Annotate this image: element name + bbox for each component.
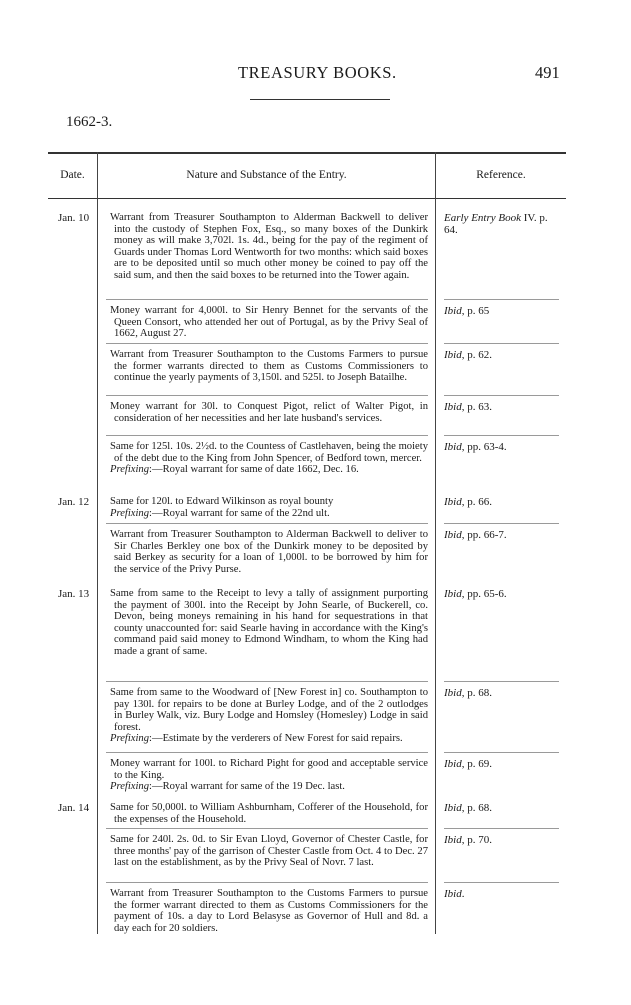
date-column-rule (97, 152, 98, 934)
entry-text: Warrant from Treasurer Southampton to the Customs Farmers to pursue the former warrants directed to them as Customs Commissioners to continue the yearly payments of 3,150l. and 525l. to Joseph Batailhe. (110, 349, 428, 384)
entry-date: Jan. 13 (58, 588, 90, 600)
row-separator (106, 343, 428, 344)
entry-text: Same for 50,000l. to William Ashburnham, Cofferer of the Household, for the expenses of the Household. (110, 802, 428, 825)
row-separator (444, 752, 559, 753)
entry-date: Jan. 12 (58, 496, 90, 508)
entry-reference: Ibid, pp. 65-6. (444, 588, 507, 600)
running-title: TREASURY BOOKS. (238, 63, 397, 82)
row-separator (106, 882, 428, 883)
entry-text: Money warrant for 30l. to Conquest Pigot, relict of Walter Pigot, in consideration of her necessities and her late husband's services. (110, 401, 428, 424)
table-top-rule (48, 152, 566, 154)
row-separator (106, 435, 428, 436)
page-number: 491 (535, 63, 560, 82)
year-heading: 1662-3. (66, 114, 113, 130)
row-separator (106, 681, 428, 682)
entry-text: Same for 120l. to Edward Wilkinson as royal bounty Prefixing:—Royal warrant for same of the 22nd ult. (110, 496, 334, 519)
row-separator (444, 435, 559, 436)
row-separator (444, 523, 559, 524)
row-separator (444, 299, 559, 300)
row-separator (106, 299, 428, 300)
entry-date: Jan. 10 (58, 212, 90, 224)
entry-reference: Ibid, p. 65 (444, 305, 490, 317)
reference-column-rule (435, 152, 436, 934)
row-separator (106, 752, 428, 753)
entry-reference: Ibid. (444, 888, 465, 900)
row-separator (106, 523, 428, 524)
row-separator (444, 882, 559, 883)
running-head (0, 63, 631, 87)
entries-table (48, 152, 566, 934)
entry-reference: Ibid, p. 66. (444, 496, 492, 508)
row-separator (444, 828, 559, 829)
entry-reference: Ibid, p. 62. (444, 349, 492, 361)
column-header-nature: Nature and Substance of the Entry. (186, 169, 347, 181)
entry-text: Same from same to the Woodward of [New Forest in] co. Southampton to pay 130l. for repairs to be done at Burley Lodge, and of the 2 outlodges in Burley Walk, viz. Bury Lodge and Homsley (Homesley) Lodge in said forest. Prefixing:—Estimate by the verderers of New Forest for said repairs. (110, 687, 428, 745)
entry-text: Money warrant for 4,000l. to Sir Henry Bennet for the servants of the Queen Consort, who attended her out of Portugal, as by the Privy Seal of 1662, August 27. (110, 305, 428, 340)
row-separator (106, 395, 428, 396)
entry-reference: Ibid, p. 70. (444, 834, 492, 846)
entry-text: Money warrant for 100l. to Richard Pight for good and acceptable service to the King. Prefixing:—Royal warrant for same of the 19 Dec. last. (110, 758, 428, 793)
entry-date: Jan. 14 (58, 802, 90, 814)
entry-reference: Ibid, p. 63. (444, 401, 492, 413)
row-separator (444, 395, 559, 396)
entry-reference: Early Entry Book IV. p. 64. (444, 212, 548, 236)
entry-reference: Ibid, p. 68. (444, 802, 492, 814)
row-separator (106, 828, 428, 829)
entry-text: Same for 125l. 10s. 2½d. to the Countess of Castlehaven, being the moiety of the debt due to the King from John Spencer, of Bedford town, mercer. Prefixing:—Royal warrant for same of date 1662, Dec. 16. (110, 441, 428, 476)
column-header-reference: Reference. (476, 169, 526, 181)
entry-reference: Ibid, p. 69. (444, 758, 492, 770)
header-rule (250, 99, 390, 100)
entry-text: Warrant from Treasurer Southampton to the Customs Farmers to pursue the former warrant directed to them as Customs Commissioners for the payment of 10s. a day to Lord Belasyse as Governor of Hull and 8d. a day each for 20 soldiers. (110, 888, 428, 934)
entry-reference: Ibid, pp. 66-7. (444, 529, 507, 541)
entry-text: Warrant from Treasurer Southampton to Alderman Backwell to deliver to Sir Charles Berkley one box of the Dunkirk money to be deposited by said Berkey as security for a loan of 1,000l. to be borrowed by him for the service of the Privy Purse. (110, 529, 428, 575)
column-header-date: Date. (60, 169, 85, 181)
entry-text: Warrant from Treasurer Southampton to Alderman Backwell to deliver into the custody of Stephen Fox, Esq., so many boxes of the Dunkirk money as will make 3,702l. 1s. 4d., being for the pay of the regiment of Guards under Thomas Lord Wentworth for two months: which said boxes are to be deposited until so much other money be coined to pay off the said sum, and then the said boxes to be returned into the Tower again. (110, 212, 428, 281)
row-separator (444, 343, 559, 344)
entry-text: Same for 240l. 2s. 0d. to Sir Evan Lloyd, Governor of Chester Castle, for three months' pay of the garrison of Chester Castle from Oct. 4 to Dec. 27 last on the establishment, as by the Privy Seal of Novr. 7 last. (110, 834, 428, 869)
entry-reference: Ibid, pp. 63-4. (444, 441, 507, 453)
entry-reference: Ibid, p. 68. (444, 687, 492, 699)
table-header-rule (48, 198, 566, 199)
entry-text: Same from same to the Receipt to levy a tally of assignment purporting the payment of 300l. into the Receipt by John Searle, of Buckerell, co. Devon, being moneys remaining in his hand for sequestrations in that county unaccounted for: said Searle having in accordance with the King's command paid said money to Edmond Windham, to whom the King had made a grant of same. (110, 588, 428, 657)
row-separator (444, 681, 559, 682)
